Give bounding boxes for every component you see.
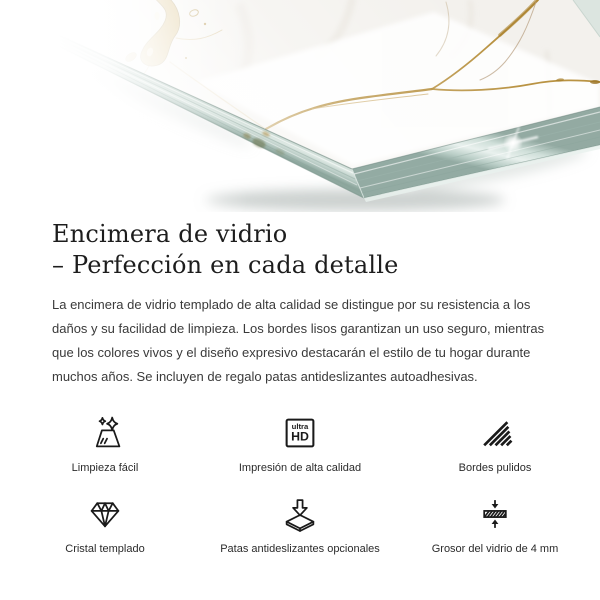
intro-paragraph: La encimera de vidrio templado de alta calidad se distingue por su resistencia a los daños y su facilidad de limpieza. Los bordes lisos garantizan un uso seguro, mientras que los colores vivos y el diseño expresivo destacarán el estilo de tu hogar durante muchos años. Se incluyen de regalo patas antideslizantes autoadhesivas. [52,297,545,384]
feature-grid [40,415,560,555]
feature-label: Limpieza fácil [71,462,139,474]
polished-edges-icon [477,415,513,451]
page-title-line2: – Perfección en cada detalle [52,251,399,279]
feature-tempered-glass [40,496,170,555]
anti-slip-pads-icon [282,496,318,532]
feature-easy-cleaning [40,415,170,474]
feature-glass-thickness [430,496,560,555]
feature-anti-slip-pads [170,496,430,555]
glass-countertop-image [0,0,600,212]
product-photo [0,0,600,212]
ultra-hd-icon-text-top: ultra [291,421,309,431]
diamond-icon [87,496,123,532]
sparkle-clean-icon [87,415,123,451]
feature-label: Cristal templado [65,543,145,555]
feature-label: Grosor del vidrio de 4 mm [431,543,559,555]
ultra-hd-icon-text-bottom: HD [291,429,309,444]
feature-label: Impresión de alta calidad [238,462,362,474]
page-title [52,219,548,281]
feature-hd-print [170,415,430,474]
ultra-hd-icon [282,415,318,451]
feature-label: Bordes pulidos [458,462,532,474]
feature-polished-edges [430,415,560,474]
glass-thickness-icon [477,496,513,532]
page-title-line1: Encimera de vidrio [52,220,288,248]
feature-label: Patas antideslizantes opcionales [220,543,380,555]
